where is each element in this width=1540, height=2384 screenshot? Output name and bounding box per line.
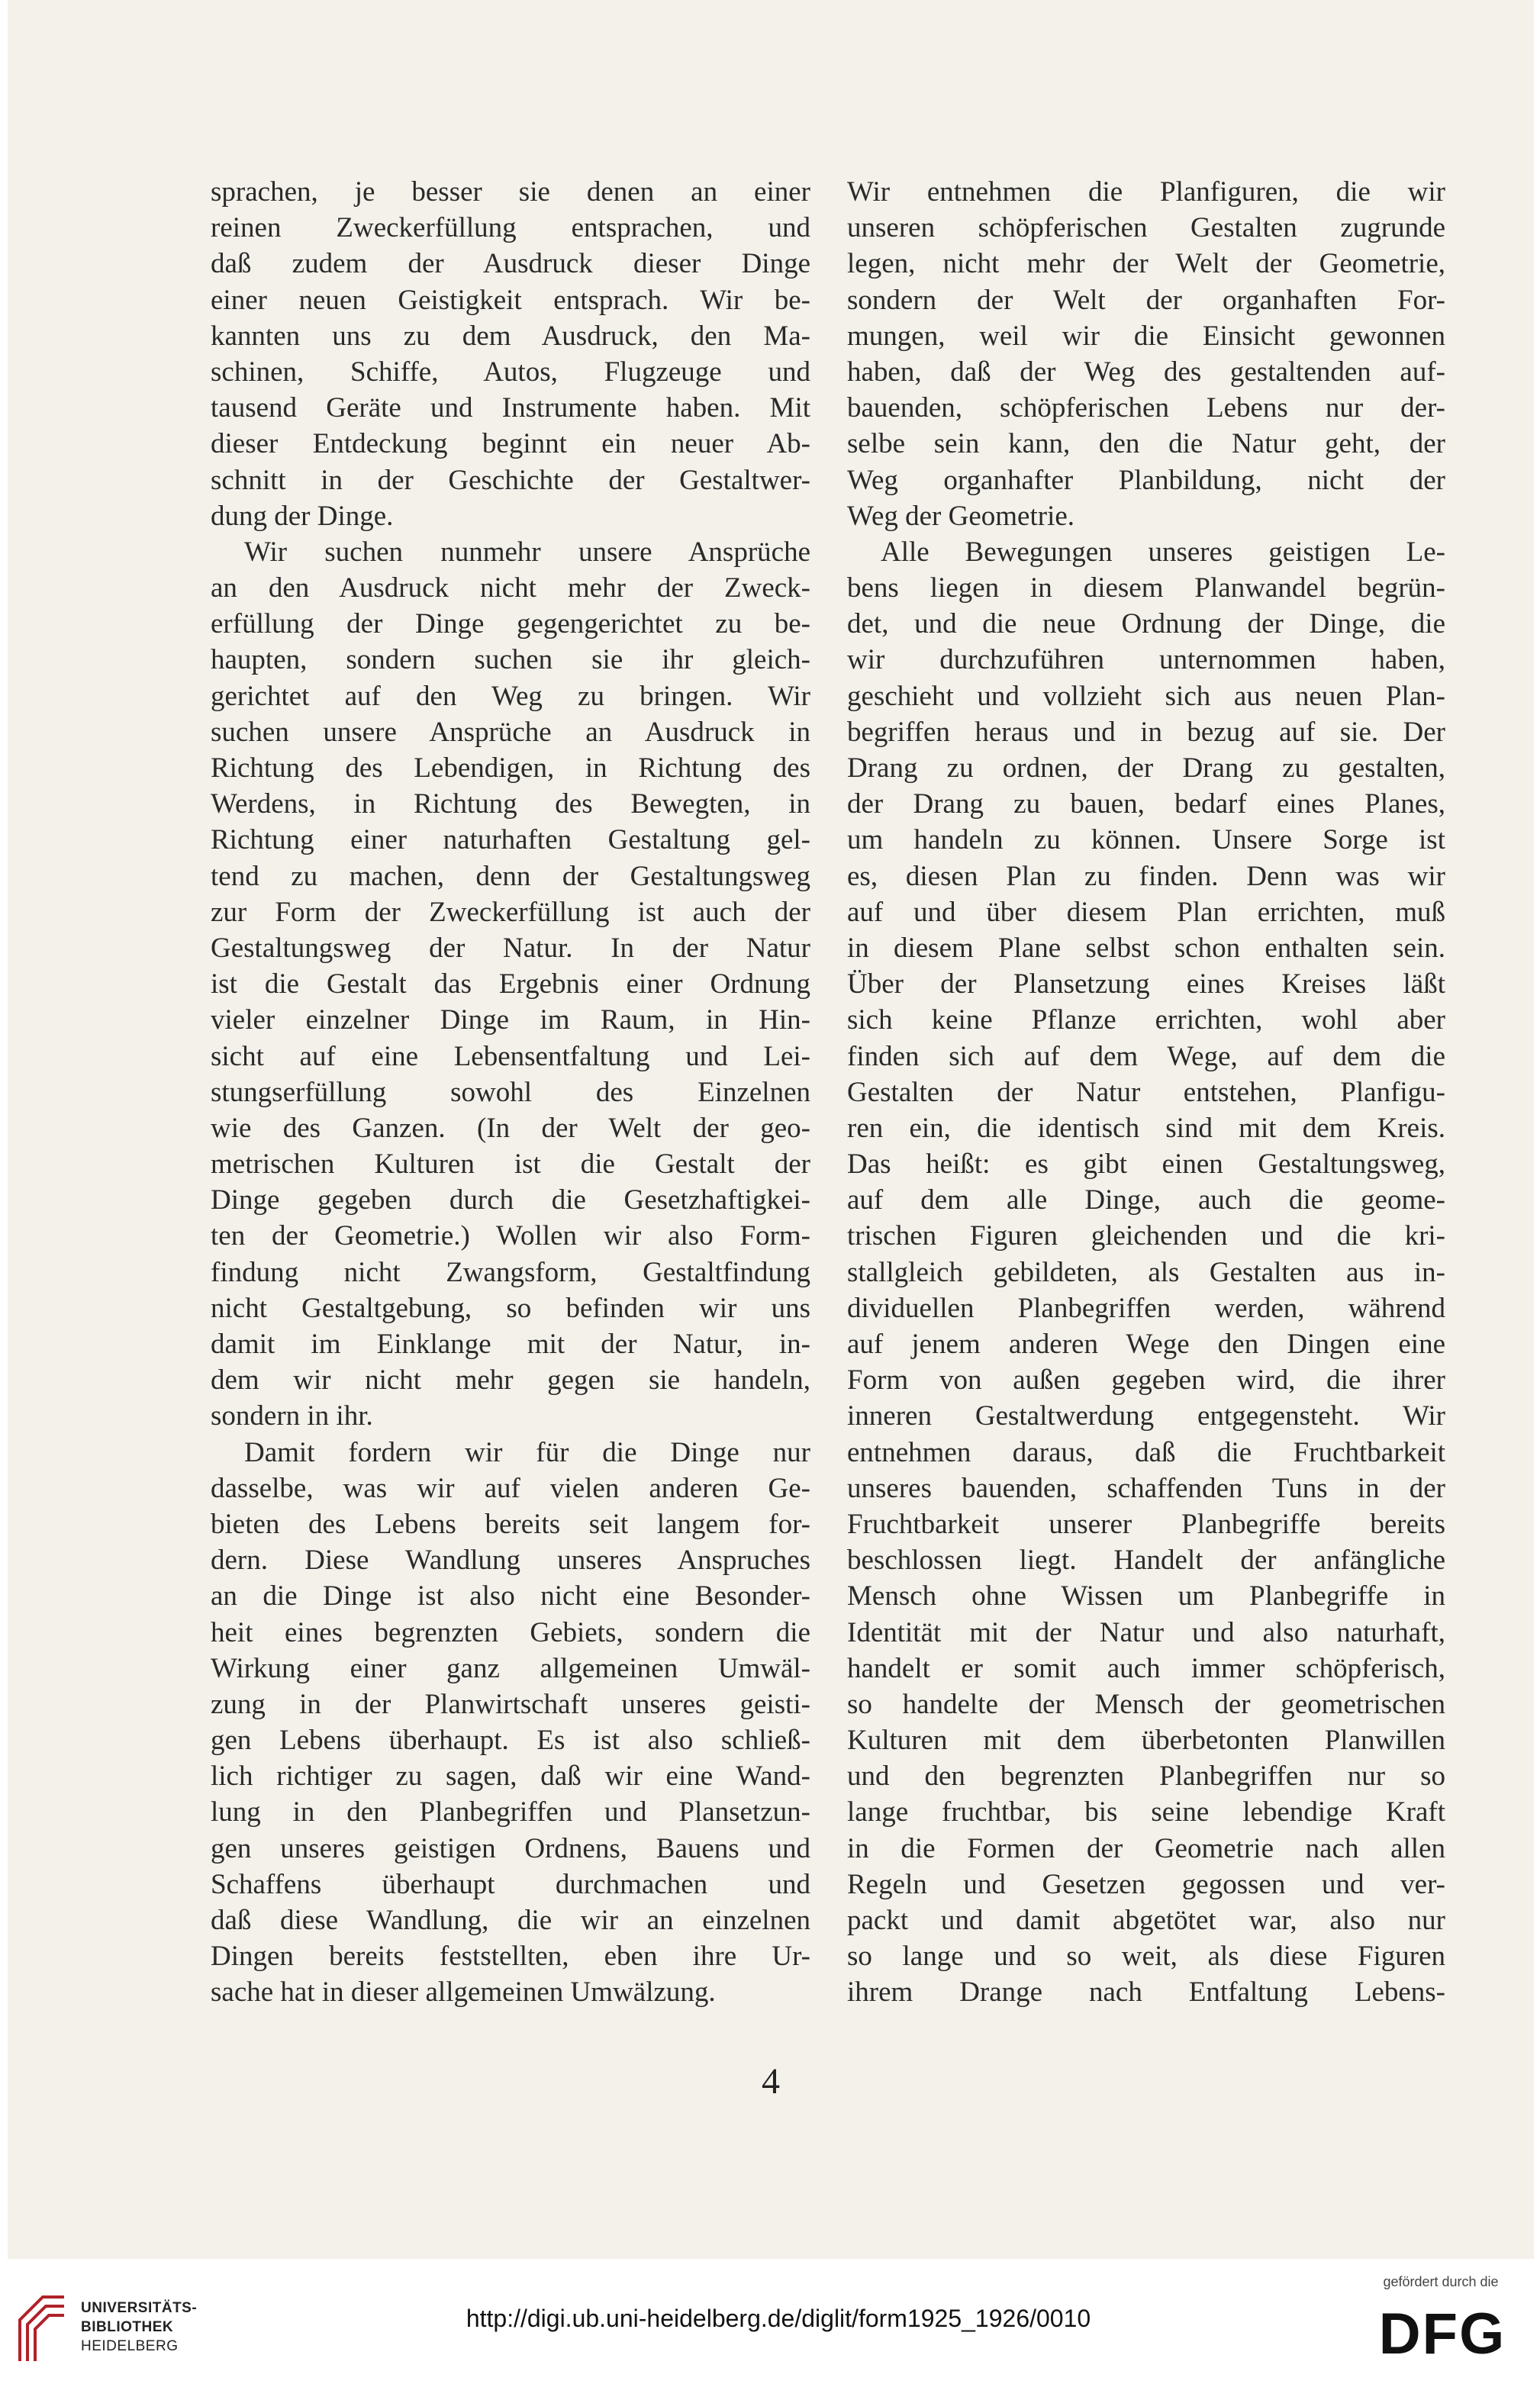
text-line: um handeln zu können. Unsere Sorge ist: [847, 824, 1445, 856]
text-line: begriffen heraus und in bezug auf sie. Der: [847, 716, 1445, 748]
text-line: selbe sein kann, den die Natur geht, der: [847, 428, 1445, 460]
text-line: trischen Figuren gleichenden und die kri-: [847, 1220, 1445, 1252]
text-line: reinen Zweckerfüllung entsprachen, und: [211, 212, 810, 244]
text-line: und den begrenzten Planbegriffen nur so: [847, 1761, 1445, 1793]
text-line: daß diese Wandlung, die wir an einzelnen: [211, 1905, 810, 1936]
text-line: ren ein, die identisch sind mit dem Kreis.: [847, 1112, 1445, 1144]
text-line: zur Form der Zweckerfüllung ist auch der: [211, 896, 810, 928]
text-line: unseres bauenden, schaffenden Tuns in der: [847, 1472, 1445, 1504]
text-line: inneren Gestaltwerdung entgegensteht. Wir: [847, 1400, 1445, 1432]
text-line: suchen unsere Ansprüche an Ausdruck in: [211, 716, 810, 748]
text-line: auf dem alle Dinge, auch die geome-: [847, 1184, 1445, 1216]
text-line: vieler einzelner Dinge im Raum, in Hin-: [211, 1004, 810, 1036]
text-line: haben, daß der Weg des gestaltenden auf-: [847, 356, 1445, 388]
text-line: Dinge gegeben durch die Gesetzhaftigkei-: [211, 1184, 810, 1216]
text-line: Richtung einer naturhaften Gestaltung gel-: [211, 824, 810, 856]
text-line: beschlossen liegt. Handelt der anfängliche: [847, 1545, 1445, 1577]
text-line: zung in der Planwirtschaft unseres geisti-: [211, 1688, 810, 1720]
text-line: in diesem Plane selbst schon enthalten sein.: [847, 932, 1445, 964]
sponsor-text: gefördert durch die: [1383, 2274, 1499, 2289]
text-line: dasselbe, was wir auf vielen anderen Ge-: [211, 1472, 810, 1504]
library-name-line3: HEIDELBERG: [81, 2338, 179, 2354]
text-line: sache hat in dieser allgemeinen Umwälzung.: [211, 1976, 716, 2009]
text-line: es, diesen Plan zu finden. Denn was wir: [847, 860, 1445, 892]
text-column-right: [847, 174, 1445, 2011]
text-line: lung in den Planbegriffen und Plansetzun-: [211, 1796, 810, 1828]
text-line: Damit fordern wir für die Dinge nur: [244, 1436, 810, 1468]
text-line: lange fruchtbar, bis seine lebendige Kraft: [847, 1796, 1445, 1828]
text-line: sondern der Welt der organhaften For-: [847, 284, 1445, 316]
text-line: bieten des Lebens bereits seit langem for-: [211, 1508, 810, 1540]
text-line: handelt er somit auch immer schöpferisch,: [847, 1652, 1445, 1684]
text-line: haupten, sondern suchen sie ihr gleich-: [211, 644, 810, 676]
text-line: entnehmen daraus, daß die Fruchtbarkeit: [847, 1436, 1445, 1468]
text-line: auf und über diesem Plan errichten, muß: [847, 896, 1445, 928]
text-column-left: [211, 174, 810, 2011]
text-line: so lange und so weit, als diese Figuren: [847, 1941, 1445, 1973]
text-line: dem wir nicht mehr gegen sie handeln,: [211, 1364, 810, 1397]
page-number: 4: [762, 2061, 780, 2102]
text-line: metrischen Kulturen ist die Gestalt der: [211, 1149, 810, 1181]
text-line: Form von außen gegeben wird, die ihrer: [847, 1364, 1445, 1397]
text-line: ihrem Drange nach Entfaltung Lebens-: [847, 1976, 1445, 2009]
text-line: ten der Geometrie.) Wollen wir also Form-: [211, 1220, 810, 1252]
library-name: [81, 2299, 203, 2356]
text-line: wie des Ganzen. (In der Welt der geo-: [211, 1112, 810, 1144]
text-line: gerichtet auf den Weg zu bringen. Wir: [211, 680, 810, 712]
text-line: lich richtiger zu sagen, daß wir eine Wand-: [211, 1761, 810, 1793]
text-line: der Drang zu bauen, bedarf eines Planes,: [847, 788, 1445, 820]
library-name-line1: UNIVERSITÄTS-: [81, 2300, 198, 2316]
text-line: schinen, Schiffe, Autos, Flugzeuge und: [211, 356, 810, 388]
text-line: damit im Einklange mit der Natur, in-: [211, 1329, 810, 1360]
text-line: dieser Entdeckung beginnt ein neuer Ab-: [211, 428, 810, 460]
text-line: einer neuen Geistigkeit entsprach. Wir be-: [211, 284, 810, 316]
dfg-logo-icon: [1366, 2300, 1519, 2361]
text-line: sondern in ihr.: [211, 1400, 373, 1432]
permalink-url[interactable]: http://digi.ub.uni-heidelberg.de/diglit/form1925_1926/0010: [466, 2305, 1091, 2332]
text-line: Weg organhafter Planbildung, nicht der: [847, 464, 1445, 496]
text-line: Wirkung einer ganz allgemeinen Umwäl-: [211, 1652, 810, 1684]
text-line: stungserfüllung sowohl des Einzelnen: [211, 1076, 810, 1108]
text-line: Fruchtbarkeit unserer Planbegriffe bereits: [847, 1508, 1445, 1540]
text-line: heit eines begrenzten Gebiets, sondern die: [211, 1616, 810, 1648]
text-line: Schaffens überhaupt durchmachen und: [211, 1868, 810, 1900]
text-line: sich keine Pflanze errichten, wohl aber: [847, 1004, 1445, 1036]
library-logo[interactable]: [15, 2289, 198, 2366]
text-line: dividuellen Planbegriffen werden, während: [847, 1292, 1445, 1324]
text-line: Richtung des Lebendigen, in Richtung des: [211, 752, 810, 784]
svg-text:DFG: DFG: [1378, 2302, 1506, 2361]
text-line: stallgleich gebildeten, als Gestalten aus in-: [847, 1256, 1445, 1288]
text-line: finden sich auf dem Wege, auf dem die: [847, 1040, 1445, 1072]
text-line: so handelte der Mensch der geometrischen: [847, 1688, 1445, 1720]
text-line: Alle Bewegungen unseres geistigen Le-: [881, 536, 1445, 568]
text-line: Kulturen mit dem überbetonten Planwillen: [847, 1725, 1445, 1757]
text-line: gen unseres geistigen Ordnens, Bauens und: [211, 1832, 810, 1864]
text-line: tend zu machen, denn der Gestaltungsweg: [211, 860, 810, 892]
text-line: wir durchzuführen unternommen haben,: [847, 644, 1445, 676]
text-line: Gestalten der Natur entstehen, Planfigu-: [847, 1076, 1445, 1108]
library-logo-icon: [15, 2289, 69, 2366]
text-line: Identität mit der Natur und also naturhaft,: [847, 1616, 1445, 1648]
viewer-footer: [0, 2259, 1540, 2384]
text-line: mungen, weil wir die Einsicht gewonnen: [847, 320, 1445, 352]
text-line: schnitt in der Geschichte der Gestaltwer-: [211, 464, 810, 496]
text-line: sprachen, je besser sie denen an einer: [211, 176, 810, 208]
text-line: auf jenem anderen Wege den Dingen eine: [847, 1329, 1445, 1360]
text-line: an die Dinge ist also nicht eine Besonder-: [211, 1580, 810, 1612]
text-line: legen, nicht mehr der Welt der Geometrie,: [847, 248, 1445, 280]
text-line: packt und damit abgetötet war, also nur: [847, 1905, 1445, 1936]
text-line: unseren schöpferischen Gestalten zugrunde: [847, 212, 1445, 244]
text-line: bauenden, schöpferischen Lebens nur der-: [847, 392, 1445, 424]
text-line: erfüllung der Dinge gegengerichtet zu be-: [211, 608, 810, 640]
text-line: Regeln und Gesetzen gegossen und ver-: [847, 1868, 1445, 1900]
scanned-page: [8, 0, 1534, 2259]
text-line: ist die Gestalt das Ergebnis einer Ordnung: [211, 968, 810, 1000]
text-line: Weg der Geometrie.: [847, 500, 1075, 532]
text-line: Über der Plansetzung eines Kreises läßt: [847, 968, 1445, 1000]
text-line: Das heißt: es gibt einen Gestaltungsweg,: [847, 1149, 1445, 1181]
text-line: geschieht und vollzieht sich aus neuen Plan-: [847, 680, 1445, 712]
text-line: an den Ausdruck nicht mehr der Zweck-: [211, 572, 810, 604]
text-line: dung der Dinge.: [211, 500, 394, 532]
text-line: Mensch ohne Wissen um Planbegriffe in: [847, 1580, 1445, 1612]
text-line: tausend Geräte und Instrumente haben. Mit: [211, 392, 810, 424]
text-line: Wir suchen nunmehr unsere Ansprüche: [244, 536, 810, 568]
text-line: daß zudem der Ausdruck dieser Dinge: [211, 248, 810, 280]
text-line: gen Lebens überhaupt. Es ist also schließ-: [211, 1725, 810, 1757]
text-line: kannten uns zu dem Ausdruck, den Ma-: [211, 320, 810, 352]
text-line: in die Formen der Geometrie nach allen: [847, 1832, 1445, 1864]
text-line: nicht Gestaltgebung, so befinden wir uns: [211, 1292, 810, 1324]
text-line: bens liegen in diesem Planwandel begrün-: [847, 572, 1445, 604]
text-line: det, und die neue Ordnung der Dinge, die: [847, 608, 1445, 640]
text-line: Dingen bereits feststellten, eben ihre Ur-: [211, 1941, 810, 1973]
text-line: Wir entnehmen die Planfiguren, die wir: [847, 176, 1445, 208]
text-line: findung nicht Zwangsform, Gestaltfindung: [211, 1256, 810, 1288]
library-name-line2: BIBLIOTHEK: [81, 2319, 174, 2335]
text-line: Gestaltungsweg der Natur. In der Natur: [211, 932, 810, 964]
text-line: dern. Diese Wandlung unseres Anspruches: [211, 1545, 810, 1577]
text-line: sicht auf eine Lebensentfaltung und Lei-: [211, 1040, 810, 1072]
text-line: Drang zu ordnen, der Drang zu gestalten,: [847, 752, 1445, 784]
text-line: Werdens, in Richtung des Bewegten, in: [211, 788, 810, 820]
sponsor[interactable]: [1358, 2274, 1526, 2373]
